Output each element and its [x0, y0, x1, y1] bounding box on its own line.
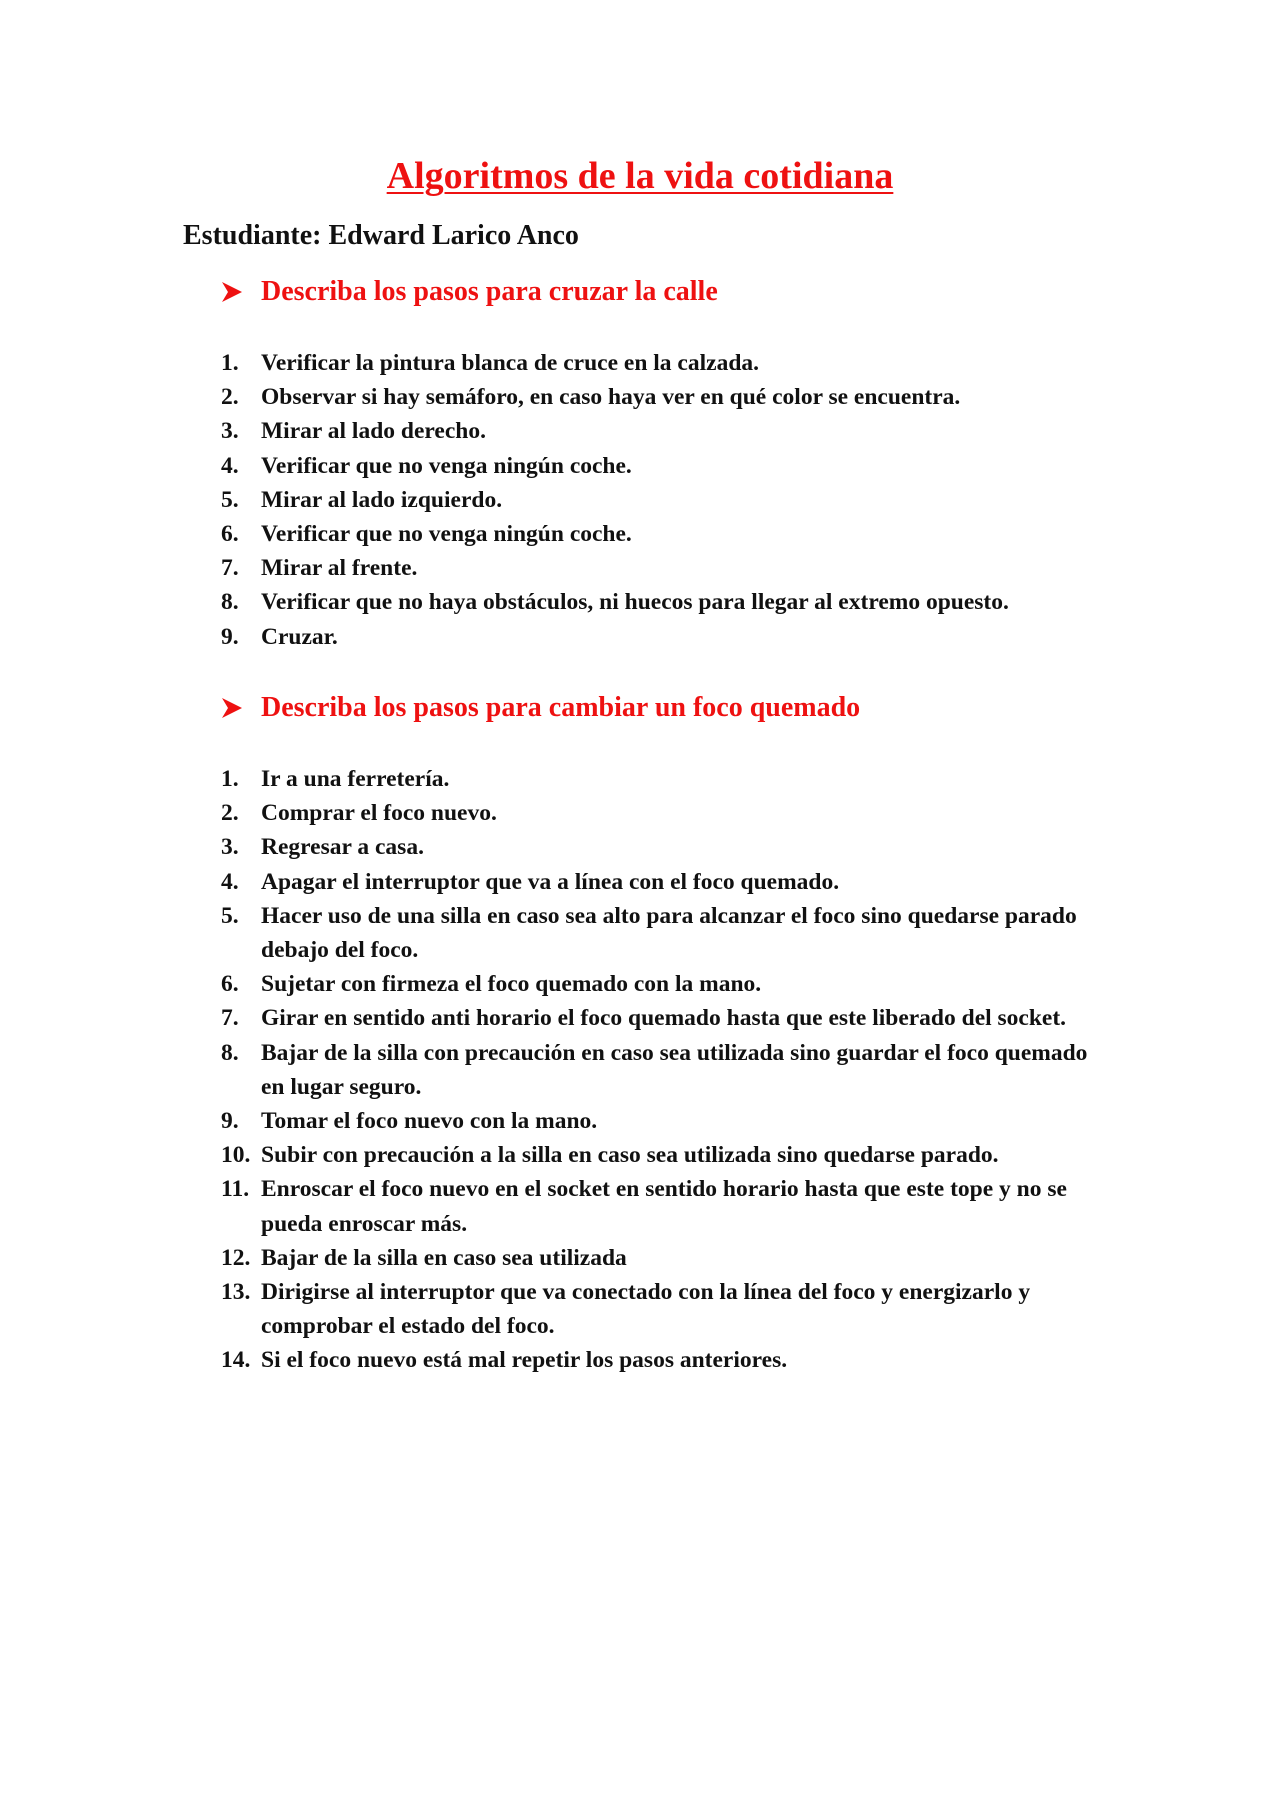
step-text: Girar en sentido anti horario el foco quemado hasta que este liberado del socket. [261, 1005, 1067, 1032]
list-item [221, 830, 1101, 864]
step-text: Enroscar el foco nuevo en el socket en sentido horario hasta que este tope y no se pueda enroscar más. [261, 1176, 1067, 1237]
step-number: 12. [221, 1244, 251, 1271]
step-number: 11. [221, 1176, 250, 1203]
step-number: 3. [221, 418, 239, 445]
section-heading-text: Describa los pasos para cruzar la calle [261, 276, 718, 307]
step-text: Sujetar con firmeza el foco quemado con la mano. [261, 971, 762, 998]
step-number: 2. [221, 384, 239, 411]
section-heading-cross-street [221, 274, 718, 310]
step-text: Hacer uso de una silla en caso sea alto para alcanzar el foco sino quedarse parado debajo del foco. [261, 902, 1077, 964]
list-item [221, 796, 1101, 830]
step-text: Subir con precaución a la silla en caso sea utilizada sino quedarse parado. [261, 1142, 999, 1169]
student-name: Estudiante: Edward Larico Anco [183, 220, 579, 251]
step-text: Bajar de la silla con precaución en caso sea utilizada sino guardar el foco quemado en lugar seguro. [261, 1039, 1088, 1100]
list-item [221, 551, 1101, 585]
step-number: 8. [221, 589, 239, 616]
arrowhead-bullet-icon [221, 696, 243, 720]
list-item [221, 585, 1101, 619]
list-item [221, 1275, 1101, 1343]
steps-list-change-bulb [221, 762, 1101, 1378]
step-number: 1. [221, 350, 239, 376]
step-text: Cruzar. [261, 623, 338, 650]
list-item [221, 517, 1101, 551]
step-text: Mirar al lado izquierdo. [261, 486, 503, 513]
step-text: Observar si hay semáforo, en caso haya ver en qué color se encuentra. [261, 384, 961, 411]
list-item [221, 620, 1101, 654]
step-text: Bajar de la silla en caso sea utilizada [261, 1244, 627, 1271]
step-text: Dirigirse al interruptor que va conectado con la línea del foco y energizarlo y comprobar el estado del foco. [261, 1279, 1031, 1340]
list-item [221, 1138, 1101, 1172]
step-number: 5. [221, 902, 239, 929]
section-heading-change-bulb [221, 690, 860, 726]
step-text: Verificar que no venga ningún coche. [261, 452, 632, 479]
step-text: Verificar que no venga ningún coche. [261, 521, 632, 548]
step-number: 4. [221, 868, 239, 895]
step-text: Regresar a casa. [261, 834, 424, 861]
document-title: Algoritmos de la vida cotidiana [386, 155, 894, 197]
step-text: Si el foco nuevo está mal repetir los pasos anteriores. [261, 1347, 788, 1374]
step-text: Ir a una ferretería. [261, 766, 450, 792]
step-number: 8. [221, 1039, 239, 1066]
list-item [221, 1001, 1101, 1035]
list-item [221, 1343, 1101, 1377]
step-text: Verificar la pintura blanca de cruce en la calzada. [261, 350, 760, 376]
step-number: 7. [221, 555, 239, 582]
list-item [221, 380, 1101, 414]
arrowhead-bullet-icon [221, 280, 243, 304]
list-item [221, 449, 1101, 483]
list-item [221, 1036, 1101, 1104]
step-text: Comprar el foco nuevo. [261, 800, 497, 827]
step-number: 3. [221, 834, 239, 861]
list-item [221, 414, 1101, 448]
step-number: 9. [221, 1108, 239, 1135]
list-item [221, 346, 1101, 380]
step-number: 14. [221, 1347, 251, 1374]
list-item [221, 899, 1101, 967]
step-number: 6. [221, 521, 239, 548]
step-number: 1. [221, 766, 239, 792]
list-item [221, 483, 1101, 517]
list-item [221, 1172, 1101, 1240]
list-item [221, 865, 1101, 899]
step-text: Tomar el foco nuevo con la mano. [261, 1108, 598, 1135]
step-text: Mirar al frente. [261, 555, 418, 582]
step-text: Apagar el interruptor que va a línea con el foco quemado. [261, 868, 840, 895]
step-number: 5. [221, 486, 239, 513]
list-item [221, 762, 1101, 796]
step-number: 13. [221, 1279, 251, 1306]
step-text: Mirar al lado derecho. [261, 418, 486, 445]
step-number: 7. [221, 1005, 239, 1032]
step-text: Verificar que no haya obstáculos, ni huecos para llegar al extremo opuesto. [261, 589, 1009, 616]
step-number: 6. [221, 971, 239, 998]
steps-list-cross-street [221, 346, 1101, 654]
section-heading-text: Describa los pasos para cambiar un foco quemado [261, 692, 861, 723]
step-number: 2. [221, 800, 239, 827]
list-item [221, 967, 1101, 1001]
list-item [221, 1104, 1101, 1138]
step-number: 10. [221, 1142, 251, 1169]
step-number: 9. [221, 623, 239, 650]
list-item [221, 1241, 1101, 1275]
step-number: 4. [221, 452, 239, 479]
